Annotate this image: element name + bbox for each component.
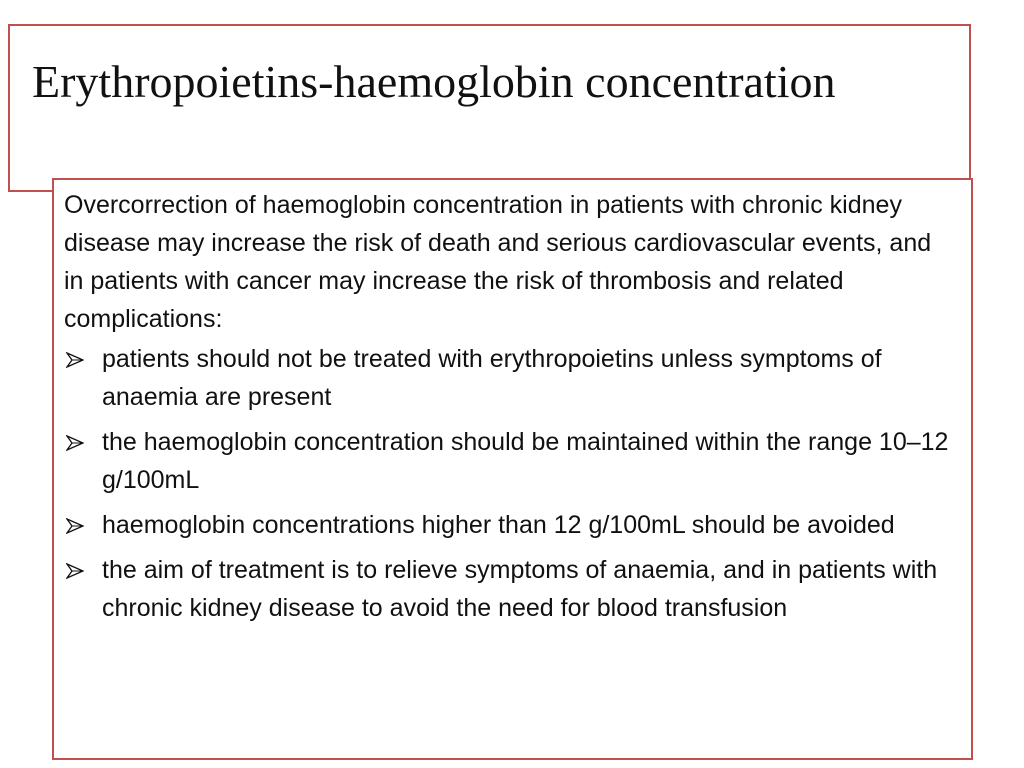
bullet-text: patients should not be treated with erythropoietins unless symptoms of anaemia are present — [102, 345, 882, 411]
arrow-bullet-icon — [66, 435, 84, 451]
slide-title: Erythropoietins-haemoglobin concentration — [32, 56, 836, 107]
bullet-text: the haemoglobin concentration should be maintained within the range 10–12 g/100mL — [102, 428, 949, 494]
list-item — [64, 506, 957, 544]
list-item — [64, 340, 957, 416]
arrow-bullet-icon — [66, 518, 84, 534]
bullet-list — [64, 340, 957, 627]
arrow-bullet-icon — [66, 563, 84, 579]
bullet-text: the aim of treatment is to relieve symptoms of anaemia, and in patients with chronic kidney disease to avoid the need for blood transfusion — [102, 556, 938, 622]
list-item — [64, 551, 957, 627]
content-box — [52, 178, 973, 760]
title-box — [8, 24, 971, 192]
bullet-text: haemoglobin concentrations higher than 12 g/100mL should be avoided — [102, 511, 895, 539]
list-item — [64, 423, 957, 499]
arrow-bullet-icon — [66, 352, 84, 368]
intro-paragraph: Overcorrection of haemoglobin concentration in patients with chronic kidney disease may increase the risk of death and serious cardiovascular events, and in patients with cancer may increase the risk of thrombosis and related complications: — [64, 191, 932, 333]
